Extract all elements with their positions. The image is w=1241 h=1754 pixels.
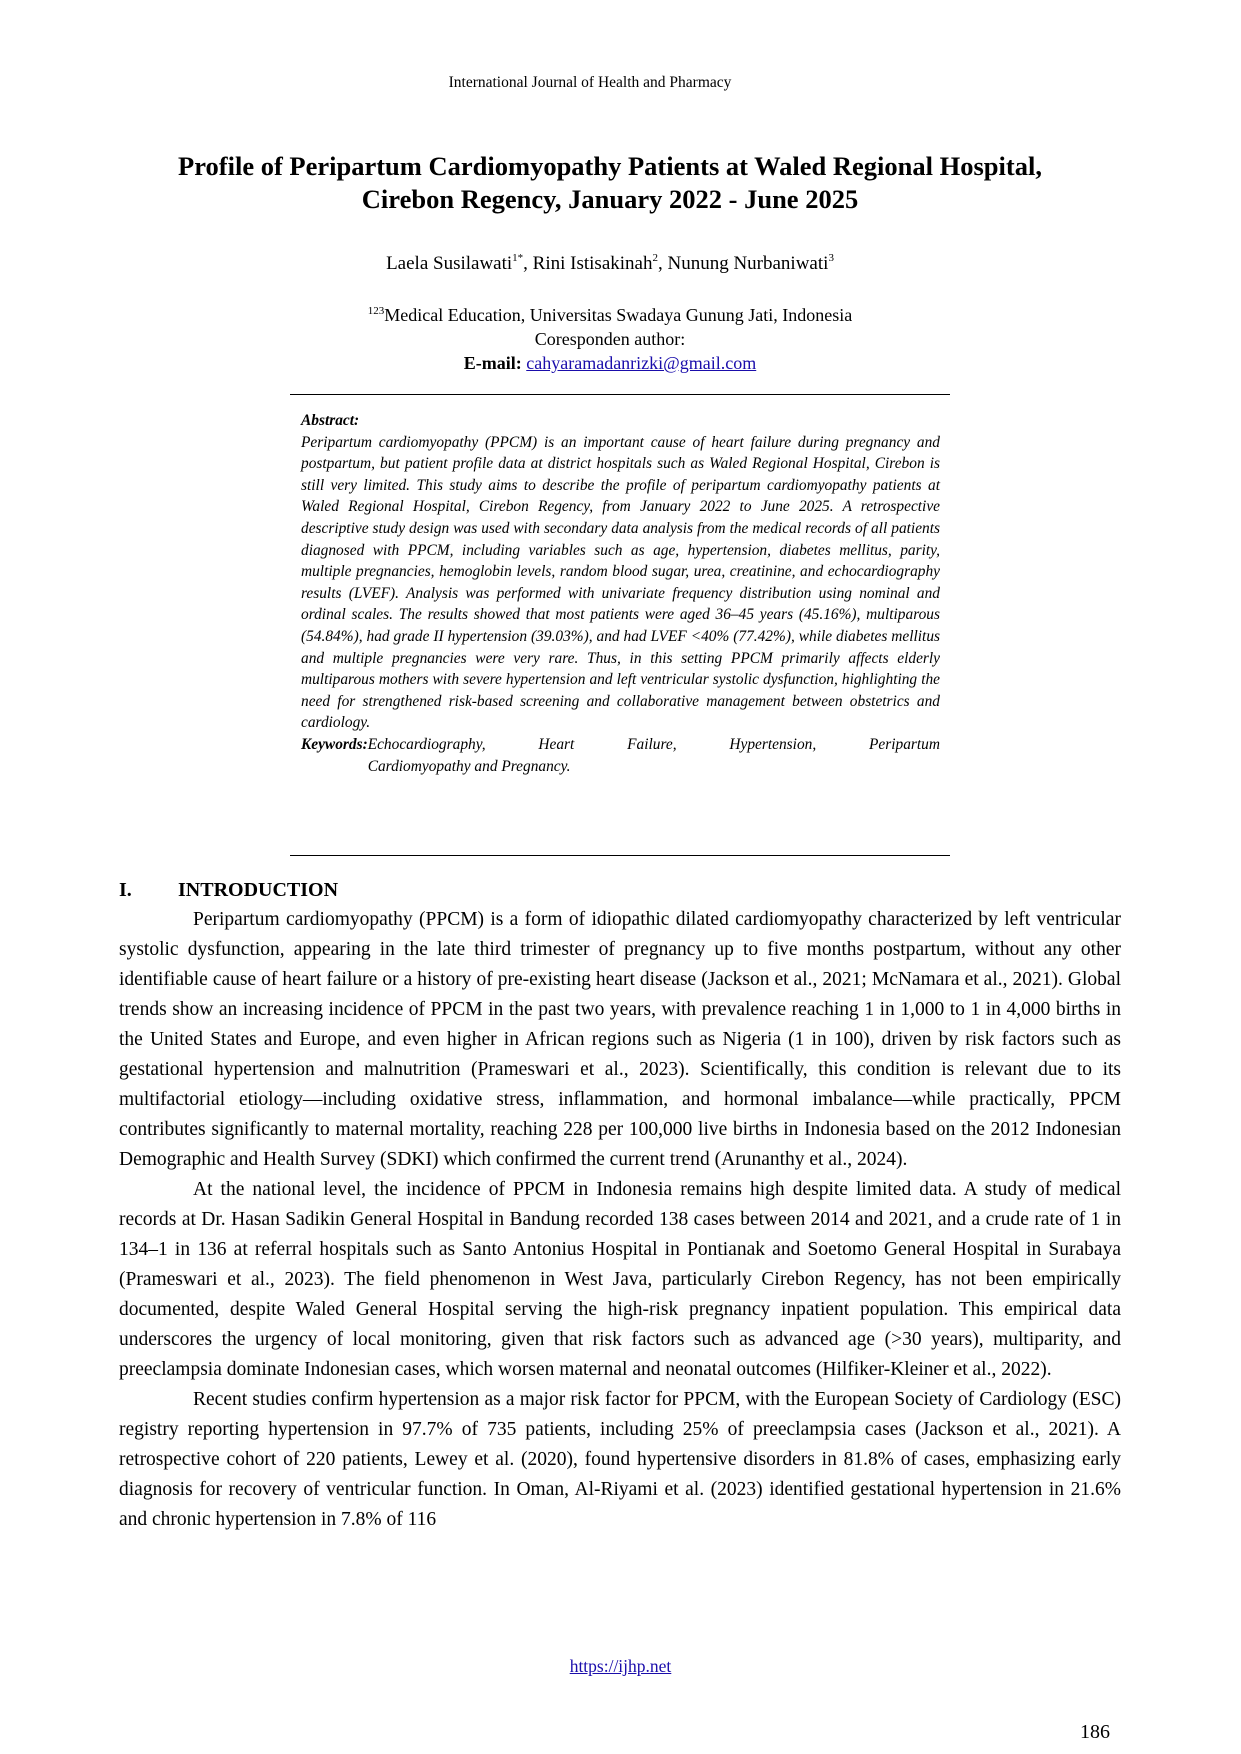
author-name: Rini Istisakinah	[532, 253, 653, 274]
title-line-1: Profile of Peripartum Cardiomyopathy Patients at Waled Regional Hospital,	[178, 151, 1042, 181]
introduction-body	[119, 905, 1121, 1535]
email-link[interactable]: cahyaramadanrizki@gmail.com	[526, 353, 757, 373]
title-line-2: Cirebon Regency, January 2022 - June 2025	[361, 184, 859, 214]
author-list: Laela Susilawati$^{1*}$, Rini Istisakinah$^2$, Nunung Nurbaniwati$^3$	[386, 252, 834, 274]
author-affiliation-mark: 1*	[512, 252, 524, 264]
email-line	[0, 351, 1220, 375]
abstract-block	[301, 410, 940, 777]
email-label: E-mail:	[463, 353, 522, 373]
paper-title	[110, 150, 1110, 216]
keywords-label: Keywords:	[301, 735, 368, 753]
keywords-text	[368, 734, 940, 777]
affiliation-mark: 123	[367, 305, 385, 317]
body-paragraph: Peripartum cardiomyopathy (PPCM) is a form of idiopathic dilated cardiomyopathy characterized by left ventricular systolic dysfunction, appearing in the late third trimester of pregnancy up to five months postpartum, without any other identifiable cause of heart failure or a history of pre-existing heart disease (Jackson et al., 2021; McNamara et al., 2021). Global trends show an increasing incidence of PPCM in the past two years, with prevalence reaching 1 in 1,000 to 1 in 4,000 births in the United States and Europe, and even higher in African regions such as Nigeria (1 in 100), driven by risk factors such as gestational hypertension and malnutrition (Prameswari et al., 2023). Scientifically, this condition is relevant due to its multifactorial etiology—including oxidative stress, inflammation, and hormonal imbalance—while practically, PPCM contributes significantly to maternal mortality, reaching 228 per 100,000 live births in Indonesia based on the 2012 Indonesian Demographic and Health Survey (SDKI) which confirmed the current trend (Arunanthy et al., 2024).	[119, 909, 1121, 1170]
keywords-line-2: Cardiomyopathy and Pregnancy.	[367, 757, 571, 775]
body-paragraph: Recent studies confirm hypertension as a major risk factor for PPCM, with the European Society of Cardiology (ESC) registry reporting hypertension in 97.7% of 735 patients, including 25% of preeclampsia cases (Jackson et al., 2021). A retrospective cohort of 220 patients, Lewey et al. (2020), found hypertensive disorders in 81.8% of cases, emphasizing early diagnosis for recovery of ventricular function. In Oman, Al-Riyami et al. (2023) identified gestational hypertension in 21.6% and chronic hypertension in 7.8% of 116	[119, 1389, 1121, 1530]
section-heading	[119, 879, 338, 902]
author-affiliation-mark: 2	[652, 252, 658, 264]
journal-header: International Journal of Health and Pharmacy	[448, 74, 732, 91]
section-number: I.	[119, 879, 132, 901]
affiliation-text: Medical Education, Universitas Swadaya Gunung Jati, Indonesia	[384, 305, 853, 325]
affiliation-line	[0, 299, 1220, 327]
author-name: Nunung Nurbaniwati	[667, 253, 829, 274]
abstract-label: Abstract:	[301, 412, 360, 429]
page-number: 186	[1080, 1721, 1110, 1743]
abstract-bottom-rule	[290, 855, 950, 856]
journal-website-link[interactable]: https://ijhp.net	[569, 1656, 672, 1676]
affiliation-block	[0, 299, 1220, 375]
corresponding-author-label: Coresponden author:	[534, 329, 686, 349]
keywords-line-1: Echocardiography, Heart Failure, Hypertension, Peripartum	[367, 735, 940, 753]
body-paragraph: At the national level, the incidence of PPCM in Indonesia remains high despite limited data. A study of medical records at Dr. Hasan Sadikin General Hospital in Bandung recorded 138 cases between 2014 and 2021, and a crude rate of 1 in 134–1 in 136 at referral hospitals such as Santo Antonius Hospital in Pontianak and Soetomo General Hospital in Surabaya (Prameswari et al., 2023). The field phenomenon in West Java, particularly Cirebon Regency, has not been empirically documented, despite Waled General Hospital serving the high-risk pregnancy inpatient population. This empirical data underscores the urgency of local monitoring, given that risk factors such as advanced age (>30 years), multiparity, and preeclampsia dominate Indonesian cases, which worsen maternal and neonatal outcomes (Hilfiker-Kleiner et al., 2022).	[119, 1179, 1121, 1380]
section-title: INTRODUCTION	[178, 879, 339, 901]
author-affiliation-mark: 3	[828, 252, 834, 264]
footer-link-row	[0, 1656, 1241, 1677]
abstract-text: Peripartum cardiomyopathy (PPCM) is an important cause of heart failure during pregnancy and postpartum, but patient profile data at district hospitals such as Waled Regional Hospital, Cirebon is still very limited. This study aims to describe the profile of peripartum cardiomyopathy patients at Waled Regional Hospital, Cirebon Regency, from January 2022 to June 2025. A retrospective descriptive study design was used with secondary data analysis from the medical records of all patients diagnosed with PPCM, including variables such as age, hypertension, diabetes mellitus, parity, multiple pregnancies, hemoglobin levels, random blood sugar, urea, creatinine, and echocardiography results (LVEF). Analysis was performed with univariate frequency distribution using nominal and ordinal scales. The results showed that most patients were aged 36–45 years (45.16%), multiparous (54.84%), had grade II hypertension (39.03%), and had LVEF <40% (77.42%), while diabetes mellitus and multiple pregnancies were very rare. Thus, in this setting PPCM primarily affects elderly multiparous mothers with severe hypertension and left ventricular systolic dysfunction, highlighting the need for strengthened risk-based screening and collaborative management between obstetrics and cardiology.	[301, 433, 940, 732]
abstract-top-rule	[290, 394, 950, 395]
author-name: Laela Susilawati	[386, 253, 513, 274]
keywords-row	[301, 734, 940, 777]
